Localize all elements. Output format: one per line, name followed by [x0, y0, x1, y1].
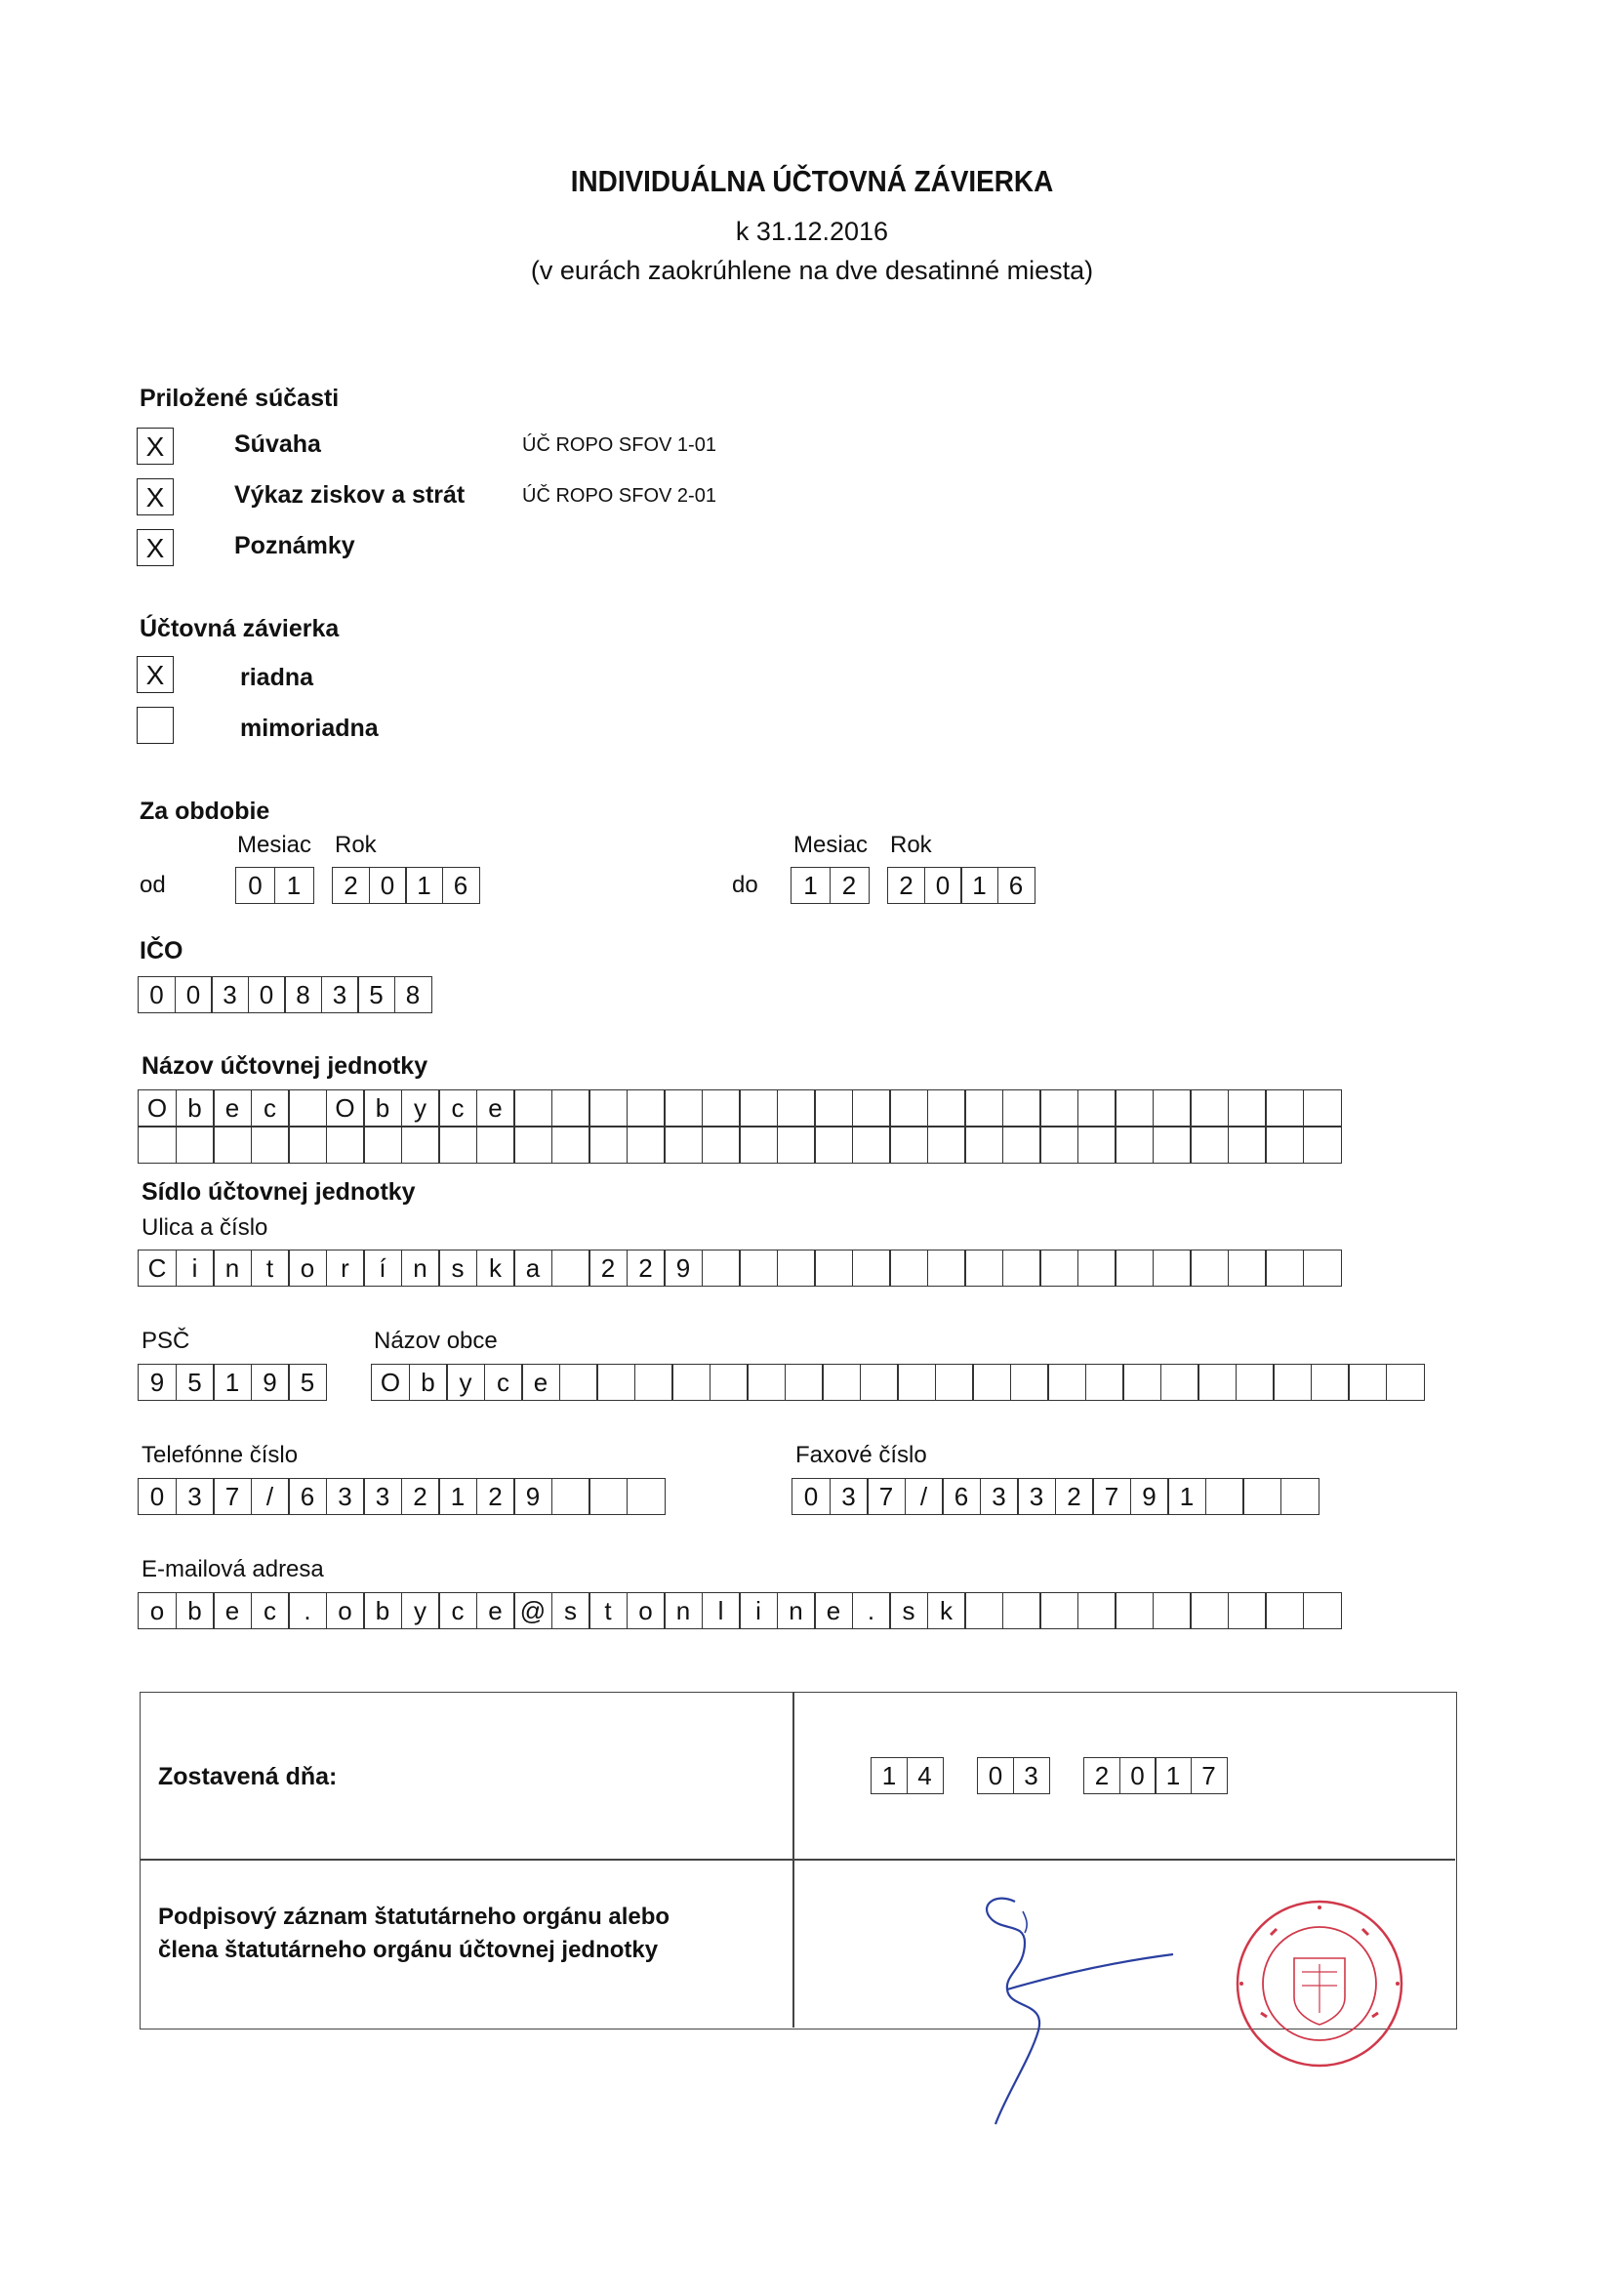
char-cell — [927, 1089, 966, 1127]
char-cell — [1348, 1364, 1387, 1401]
char-cell — [822, 1364, 861, 1401]
char-cell — [1039, 1250, 1078, 1287]
char-cell: 9 — [251, 1364, 290, 1401]
char-cell: 3 — [363, 1478, 402, 1515]
char-cell: e — [213, 1592, 252, 1629]
town-label: Názov obce — [374, 1328, 498, 1354]
char-cell: 9 — [513, 1478, 552, 1515]
char-cell: a — [513, 1250, 552, 1287]
char-cell: k — [476, 1250, 515, 1287]
char-cell: 3 — [830, 1478, 869, 1515]
char-cell — [1228, 1592, 1267, 1629]
char-cell — [1228, 1127, 1267, 1164]
ico-label: IČO — [140, 937, 183, 964]
char-cell: n — [401, 1250, 440, 1287]
document-units-note: (v eurách zaokrúhlene na dve desatinné miesta) — [530, 256, 1094, 285]
char-cell — [777, 1127, 816, 1164]
digit-cell: 0 — [369, 867, 407, 904]
char-cell — [702, 1127, 741, 1164]
to-month-field[interactable] — [791, 867, 868, 906]
char-cell — [288, 1127, 327, 1164]
char-cell: c — [438, 1089, 477, 1127]
checkbox-vykaz[interactable]: X — [137, 478, 174, 515]
char-cell: 5 — [176, 1364, 215, 1401]
char-cell — [1265, 1592, 1304, 1629]
char-cell — [702, 1250, 741, 1287]
char-cell — [634, 1364, 673, 1401]
box-divider-vertical — [792, 1693, 794, 2028]
char-cell: o — [288, 1250, 327, 1287]
char-cell: n — [664, 1592, 703, 1629]
char-cell — [1190, 1127, 1229, 1164]
char-cell — [559, 1364, 598, 1401]
char-cell: n — [213, 1250, 252, 1287]
document-date: k 31.12.2016 — [735, 217, 889, 246]
char-cell — [1303, 1592, 1342, 1629]
email-field[interactable] — [138, 1592, 1340, 1631]
char-cell: O — [371, 1364, 410, 1401]
to-year-field[interactable] — [887, 867, 1034, 906]
compiled-label: Zostavená dňa: — [158, 1763, 338, 1790]
char-cell — [860, 1364, 899, 1401]
char-cell: 8 — [394, 976, 432, 1013]
char-cell: 0 — [792, 1478, 831, 1515]
char-cell: b — [363, 1592, 402, 1629]
char-cell — [1160, 1364, 1199, 1401]
char-cell — [1039, 1592, 1078, 1629]
signature-label-line-1: Podpisový záznam štatutárneho orgánu alebo — [158, 1904, 670, 1930]
char-cell: í — [363, 1250, 402, 1287]
char-cell — [138, 1127, 177, 1164]
char-cell: o — [138, 1592, 177, 1629]
closing-heading: Účtovná závierka — [140, 615, 340, 642]
document-title: INDIVIDUÁLNA ÚČTOVNÁ ZÁVIERKA — [570, 164, 1054, 198]
char-cell: y — [401, 1089, 440, 1127]
char-cell: 1 — [438, 1478, 477, 1515]
digit-cell: 6 — [442, 867, 480, 904]
char-cell: e — [476, 1592, 515, 1629]
char-cell — [927, 1250, 966, 1287]
psc-label: PSČ — [142, 1328, 190, 1354]
char-cell — [1002, 1592, 1041, 1629]
from-label: od — [140, 872, 166, 898]
char-cell — [1265, 1250, 1304, 1287]
char-cell: e — [814, 1592, 853, 1629]
char-cell — [777, 1089, 816, 1127]
seat-label: Sídlo účtovnej jednotky — [142, 1178, 416, 1206]
char-cell — [1047, 1364, 1086, 1401]
char-cell — [589, 1089, 628, 1127]
char-cell — [1115, 1127, 1154, 1164]
entity-name-row-2[interactable] — [138, 1127, 1340, 1166]
digit-cell: 1 — [1155, 1757, 1192, 1794]
char-cell: 3 — [980, 1478, 1019, 1515]
digit-cell: 1 — [871, 1757, 908, 1794]
char-cell — [1190, 1089, 1229, 1127]
char-cell — [1228, 1250, 1267, 1287]
char-cell — [964, 1250, 1003, 1287]
digit-cell: 0 — [977, 1757, 1014, 1794]
to-label: do — [732, 872, 758, 898]
char-cell — [513, 1089, 552, 1127]
char-cell: c — [438, 1592, 477, 1629]
char-cell: O — [326, 1089, 365, 1127]
char-cell — [1153, 1127, 1192, 1164]
char-cell — [964, 1089, 1003, 1127]
char-cell — [1280, 1478, 1320, 1515]
char-cell — [1242, 1478, 1281, 1515]
char-cell — [1236, 1364, 1275, 1401]
char-cell — [1303, 1089, 1342, 1127]
char-cell — [627, 1127, 666, 1164]
char-cell: 2 — [401, 1478, 440, 1515]
entity-name-row-1[interactable] — [138, 1089, 1340, 1128]
digit-cell: 2 — [887, 867, 925, 904]
char-cell — [739, 1127, 778, 1164]
char-cell: 5 — [357, 976, 395, 1013]
char-cell: / — [251, 1478, 290, 1515]
char-cell: y — [446, 1364, 485, 1401]
char-cell — [476, 1127, 515, 1164]
char-cell: 9 — [664, 1250, 703, 1287]
town-field[interactable] — [371, 1364, 1423, 1403]
char-cell — [814, 1127, 853, 1164]
digit-cell: 1 — [405, 867, 443, 904]
char-cell: l — [702, 1592, 741, 1629]
components-heading: Priložené súčasti — [140, 385, 340, 412]
code-suvaha: ÚČ ROPO SFOV 1-01 — [522, 434, 716, 456]
char-cell: e — [476, 1089, 515, 1127]
psc-field[interactable] — [138, 1364, 326, 1403]
char-cell: 7 — [867, 1478, 906, 1515]
phone-field[interactable] — [138, 1478, 664, 1517]
char-cell: . — [288, 1592, 327, 1629]
digit-cell: 2 — [332, 867, 370, 904]
digit-cell: 6 — [997, 867, 1035, 904]
char-cell: 2 — [627, 1250, 666, 1287]
char-cell: 3 — [1017, 1478, 1056, 1515]
char-cell — [664, 1127, 703, 1164]
char-cell — [326, 1127, 365, 1164]
digit-cell: 2 — [1083, 1757, 1120, 1794]
char-cell — [551, 1127, 590, 1164]
char-cell — [596, 1364, 635, 1401]
from-month-field[interactable] — [235, 867, 312, 906]
checkbox-suvaha[interactable]: X — [137, 428, 174, 465]
char-cell: / — [905, 1478, 944, 1515]
char-cell: o — [627, 1592, 666, 1629]
char-cell: O — [138, 1089, 177, 1127]
street-label: Ulica a číslo — [142, 1214, 268, 1241]
char-cell — [852, 1127, 891, 1164]
char-cell — [964, 1592, 1003, 1629]
fax-label: Faxové číslo — [795, 1442, 927, 1468]
to-year-label: Rok — [890, 832, 932, 858]
char-cell: 7 — [213, 1478, 252, 1515]
char-cell: b — [176, 1592, 215, 1629]
char-cell — [702, 1089, 741, 1127]
char-cell — [1386, 1364, 1425, 1401]
char-cell — [627, 1089, 666, 1127]
char-cell: 7 — [1092, 1478, 1131, 1515]
checkbox-poznamky[interactable]: X — [137, 529, 174, 566]
char-cell: 1 — [1167, 1478, 1206, 1515]
entity-name-label: Názov účtovnej jednotky — [142, 1052, 428, 1080]
char-cell: 6 — [288, 1478, 327, 1515]
char-cell — [551, 1089, 590, 1127]
char-cell — [852, 1250, 891, 1287]
char-cell — [1303, 1127, 1342, 1164]
char-cell: 3 — [326, 1478, 365, 1515]
digit-cell: 0 — [924, 867, 962, 904]
label-vykaz: Výkaz ziskov a strát — [234, 481, 466, 509]
char-cell — [1002, 1127, 1041, 1164]
char-cell — [1311, 1364, 1350, 1401]
char-cell: t — [251, 1250, 290, 1287]
char-cell: 3 — [176, 1478, 215, 1515]
char-cell: 2 — [476, 1478, 515, 1515]
char-cell — [972, 1364, 1011, 1401]
compiled-day-field[interactable] — [871, 1757, 942, 1796]
char-cell — [1153, 1250, 1192, 1287]
char-cell — [551, 1250, 590, 1287]
char-cell — [777, 1250, 816, 1287]
char-cell — [747, 1364, 786, 1401]
char-cell — [1002, 1089, 1041, 1127]
char-cell — [363, 1127, 402, 1164]
char-cell — [664, 1089, 703, 1127]
digit-cell: 1 — [960, 867, 998, 904]
char-cell: 9 — [1130, 1478, 1169, 1515]
char-cell — [1115, 1089, 1154, 1127]
char-cell — [814, 1089, 853, 1127]
char-cell — [964, 1127, 1003, 1164]
char-cell — [1273, 1364, 1312, 1401]
period-heading: Za obdobie — [140, 798, 270, 825]
char-cell: 2 — [589, 1250, 628, 1287]
char-cell: C — [138, 1250, 177, 1287]
char-cell — [1115, 1250, 1154, 1287]
digit-cell: 3 — [1013, 1757, 1050, 1794]
email-label: E-mailová adresa — [142, 1556, 324, 1582]
char-cell: s — [551, 1592, 590, 1629]
code-vykaz: ÚČ ROPO SFOV 2-01 — [522, 485, 716, 507]
char-cell: 0 — [138, 1478, 177, 1515]
label-riadna: riadna — [240, 664, 314, 691]
char-cell — [1077, 1592, 1116, 1629]
char-cell: b — [363, 1089, 402, 1127]
char-cell: i — [176, 1250, 215, 1287]
checkbox-mimoriadna[interactable] — [137, 707, 174, 744]
char-cell: t — [589, 1592, 628, 1629]
digit-cell: 1 — [791, 867, 831, 904]
official-stamp — [1232, 1896, 1407, 2071]
digit-cell: 0 — [235, 867, 275, 904]
char-cell — [935, 1364, 974, 1401]
digit-cell: 7 — [1191, 1757, 1228, 1794]
char-cell — [1115, 1592, 1154, 1629]
char-cell — [1190, 1592, 1229, 1629]
char-cell — [1228, 1089, 1267, 1127]
char-cell — [889, 1250, 928, 1287]
char-cell — [1077, 1089, 1116, 1127]
compiled-month-field[interactable] — [977, 1757, 1048, 1796]
handwritten-signature — [956, 1884, 1191, 2138]
char-cell — [589, 1127, 628, 1164]
phone-label: Telefónne číslo — [142, 1442, 299, 1468]
digit-cell: 1 — [274, 867, 314, 904]
char-cell — [1039, 1089, 1078, 1127]
char-cell: 3 — [211, 976, 249, 1013]
digit-cell: 4 — [907, 1757, 944, 1794]
char-cell — [889, 1089, 928, 1127]
char-cell — [401, 1127, 440, 1164]
compiled-year-field[interactable] — [1083, 1757, 1226, 1796]
char-cell — [438, 1127, 477, 1164]
char-cell — [1265, 1127, 1304, 1164]
label-poznamky: Poznámky — [234, 532, 355, 559]
char-cell: b — [409, 1364, 448, 1401]
char-cell — [1122, 1364, 1161, 1401]
char-cell — [1077, 1250, 1116, 1287]
char-cell: s — [889, 1592, 928, 1629]
ico-field[interactable] — [138, 976, 430, 1015]
char-cell — [739, 1250, 778, 1287]
digit-cell: 0 — [1119, 1757, 1157, 1794]
street-field[interactable] — [138, 1250, 1340, 1289]
char-cell: 8 — [284, 976, 322, 1013]
char-cell: @ — [513, 1592, 552, 1629]
checkbox-riadna[interactable]: X — [137, 656, 174, 693]
char-cell — [710, 1364, 749, 1401]
char-cell — [1198, 1364, 1237, 1401]
char-cell — [814, 1250, 853, 1287]
char-cell — [513, 1127, 552, 1164]
from-month-label: Mesiac — [237, 832, 312, 858]
char-cell: 2 — [1055, 1478, 1094, 1515]
char-cell — [785, 1364, 824, 1401]
char-cell — [627, 1478, 666, 1515]
char-cell: o — [326, 1592, 365, 1629]
char-cell — [1010, 1364, 1049, 1401]
label-suvaha: Súvaha — [234, 430, 321, 458]
to-month-label: Mesiac — [793, 832, 869, 858]
char-cell: k — [927, 1592, 966, 1629]
char-cell: . — [852, 1592, 891, 1629]
char-cell — [288, 1089, 327, 1127]
char-cell: 0 — [175, 976, 213, 1013]
char-cell — [1205, 1478, 1244, 1515]
char-cell: s — [438, 1250, 477, 1287]
char-cell — [1190, 1250, 1229, 1287]
char-cell: y — [401, 1592, 440, 1629]
char-cell: 9 — [138, 1364, 177, 1401]
char-cell — [897, 1364, 936, 1401]
char-cell: b — [176, 1089, 215, 1127]
char-cell: r — [326, 1250, 365, 1287]
char-cell — [1085, 1364, 1124, 1401]
char-cell — [213, 1127, 252, 1164]
char-cell: c — [251, 1089, 290, 1127]
char-cell: e — [213, 1089, 252, 1127]
char-cell: 0 — [138, 976, 176, 1013]
char-cell — [1153, 1592, 1192, 1629]
char-cell — [927, 1127, 966, 1164]
char-cell: 1 — [213, 1364, 252, 1401]
char-cell — [1077, 1127, 1116, 1164]
from-year-field[interactable] — [332, 867, 478, 906]
char-cell — [1002, 1250, 1041, 1287]
char-cell — [589, 1478, 628, 1515]
char-cell — [1265, 1089, 1304, 1127]
char-cell: 3 — [321, 976, 359, 1013]
char-cell — [852, 1089, 891, 1127]
char-cell: 6 — [942, 1478, 981, 1515]
char-cell: c — [484, 1364, 523, 1401]
char-cell: 0 — [248, 976, 286, 1013]
fax-field[interactable] — [792, 1478, 1318, 1517]
char-cell — [176, 1127, 215, 1164]
char-cell — [671, 1364, 710, 1401]
digit-cell: 2 — [830, 867, 870, 904]
char-cell — [1153, 1089, 1192, 1127]
char-cell — [251, 1127, 290, 1164]
char-cell — [551, 1478, 590, 1515]
char-cell — [1303, 1250, 1342, 1287]
char-cell — [889, 1127, 928, 1164]
char-cell — [1039, 1127, 1078, 1164]
signature-label-line-2: člena štatutárneho orgánu účtovnej jednotky — [158, 1937, 659, 1963]
from-year-label: Rok — [335, 832, 377, 858]
char-cell: i — [739, 1592, 778, 1629]
box-divider-horizontal — [141, 1859, 1455, 1861]
char-cell: c — [251, 1592, 290, 1629]
char-cell: e — [521, 1364, 560, 1401]
label-mimoriadna: mimoriadna — [240, 715, 379, 742]
char-cell — [739, 1089, 778, 1127]
char-cell: 5 — [288, 1364, 327, 1401]
char-cell: n — [777, 1592, 816, 1629]
